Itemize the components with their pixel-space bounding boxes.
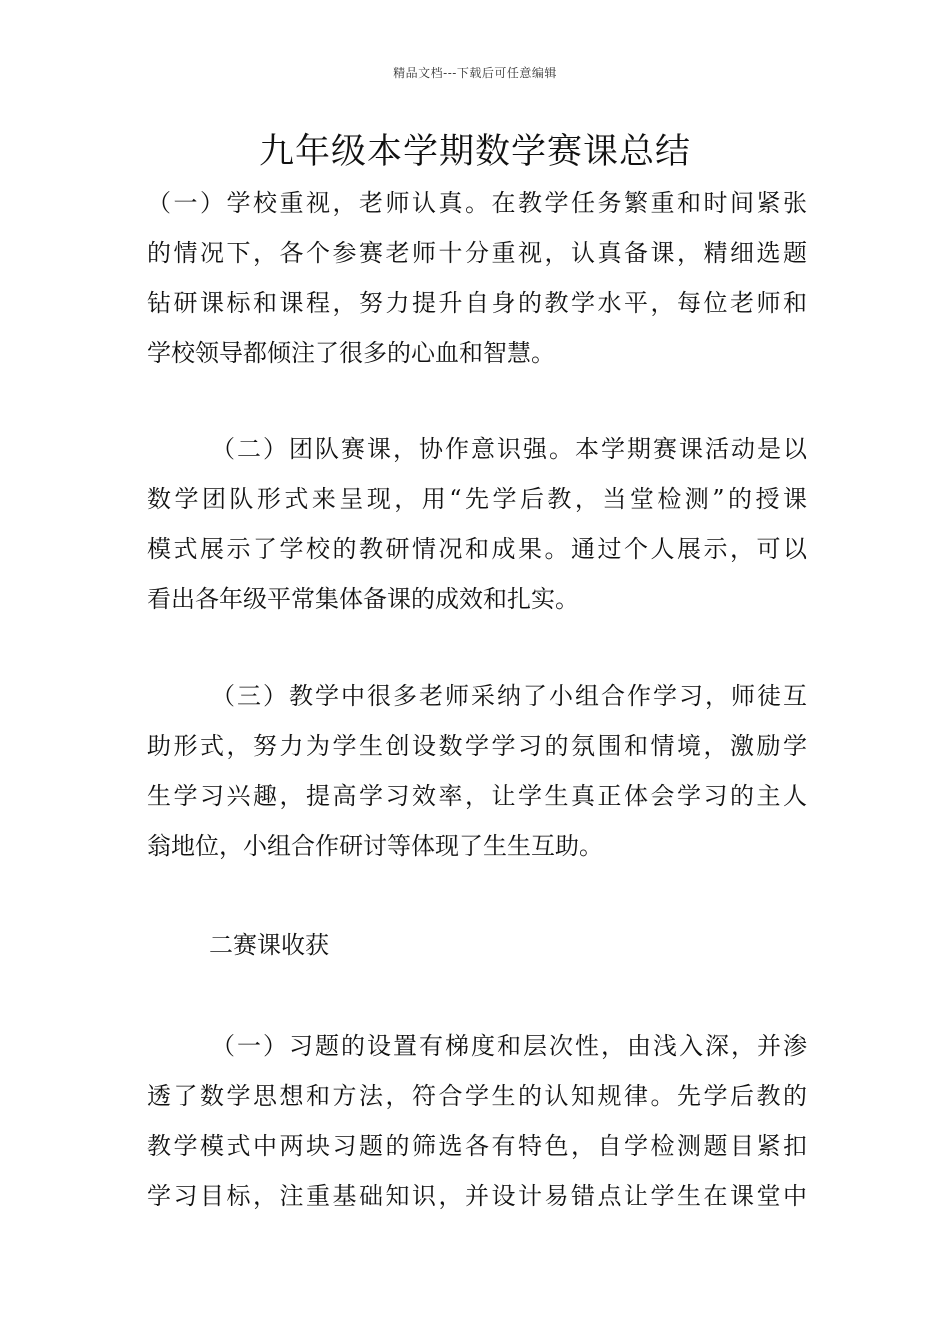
paragraph-line: 的情况下，各个参赛老师十分重视，认真备课，精细选题 — [147, 239, 807, 267]
paragraph-line: （一）学校重视，老师认真。在教学任务繁重和时间紧张 — [147, 189, 807, 217]
page-header-note: 精品文档---下载后可任意编辑 — [393, 66, 557, 80]
paragraph-line: 教学模式中两块习题的筛选各有特色，自学检测题目紧扣 — [147, 1132, 807, 1160]
paragraph-line: 学校领导都倾注了很多的心血和智慧。 — [147, 339, 555, 367]
paragraph-exercise-design — [147, 1021, 807, 1221]
paragraph-line: 助形式，努力为学生创设数学学习的氛围和情境，激励学 — [147, 732, 807, 760]
paragraph-line: 模式展示了学校的教研情况和成果。通过个人展示，可以 — [147, 535, 807, 563]
paragraph-line: 透了数学思想和方法，符合学生的认知规律。先学后教的 — [147, 1082, 807, 1110]
paragraph-line: 看出各年级平常集体备课的成效和扎实。 — [147, 585, 579, 613]
paragraph-school-emphasis — [147, 178, 807, 378]
paragraph-line: （一）习题的设置有梯度和层次性，由浅入深，并渗 — [211, 1032, 807, 1060]
document-title: 九年级本学期数学赛课总结 — [258, 132, 691, 172]
section-heading-gains: 二赛课收获 — [209, 931, 329, 959]
paragraph-group-learning — [147, 671, 807, 871]
paragraph-line: 生学习兴趣，提高学习效率，让学生真正体会学习的主人 — [147, 782, 807, 810]
paragraph-line: 数学团队形式来呈现，用“先学后教，当堂检测”的授课 — [147, 485, 807, 513]
paragraph-line: 翁地位，小组合作研讨等体现了生生互助。 — [147, 832, 603, 860]
paragraph-line: 学习目标，注重基础知识，并设计易错点让学生在课堂中 — [147, 1182, 807, 1210]
paragraph-line: （二）团队赛课，协作意识强。本学期赛课活动是以 — [211, 435, 807, 463]
paragraph-line: 钻研课标和课程，努力提升自身的教学水平，每位老师和 — [147, 289, 807, 317]
paragraph-team-competition — [147, 424, 807, 624]
paragraph-line: （三）教学中很多老师采纳了小组合作学习，师徒互 — [211, 682, 807, 710]
